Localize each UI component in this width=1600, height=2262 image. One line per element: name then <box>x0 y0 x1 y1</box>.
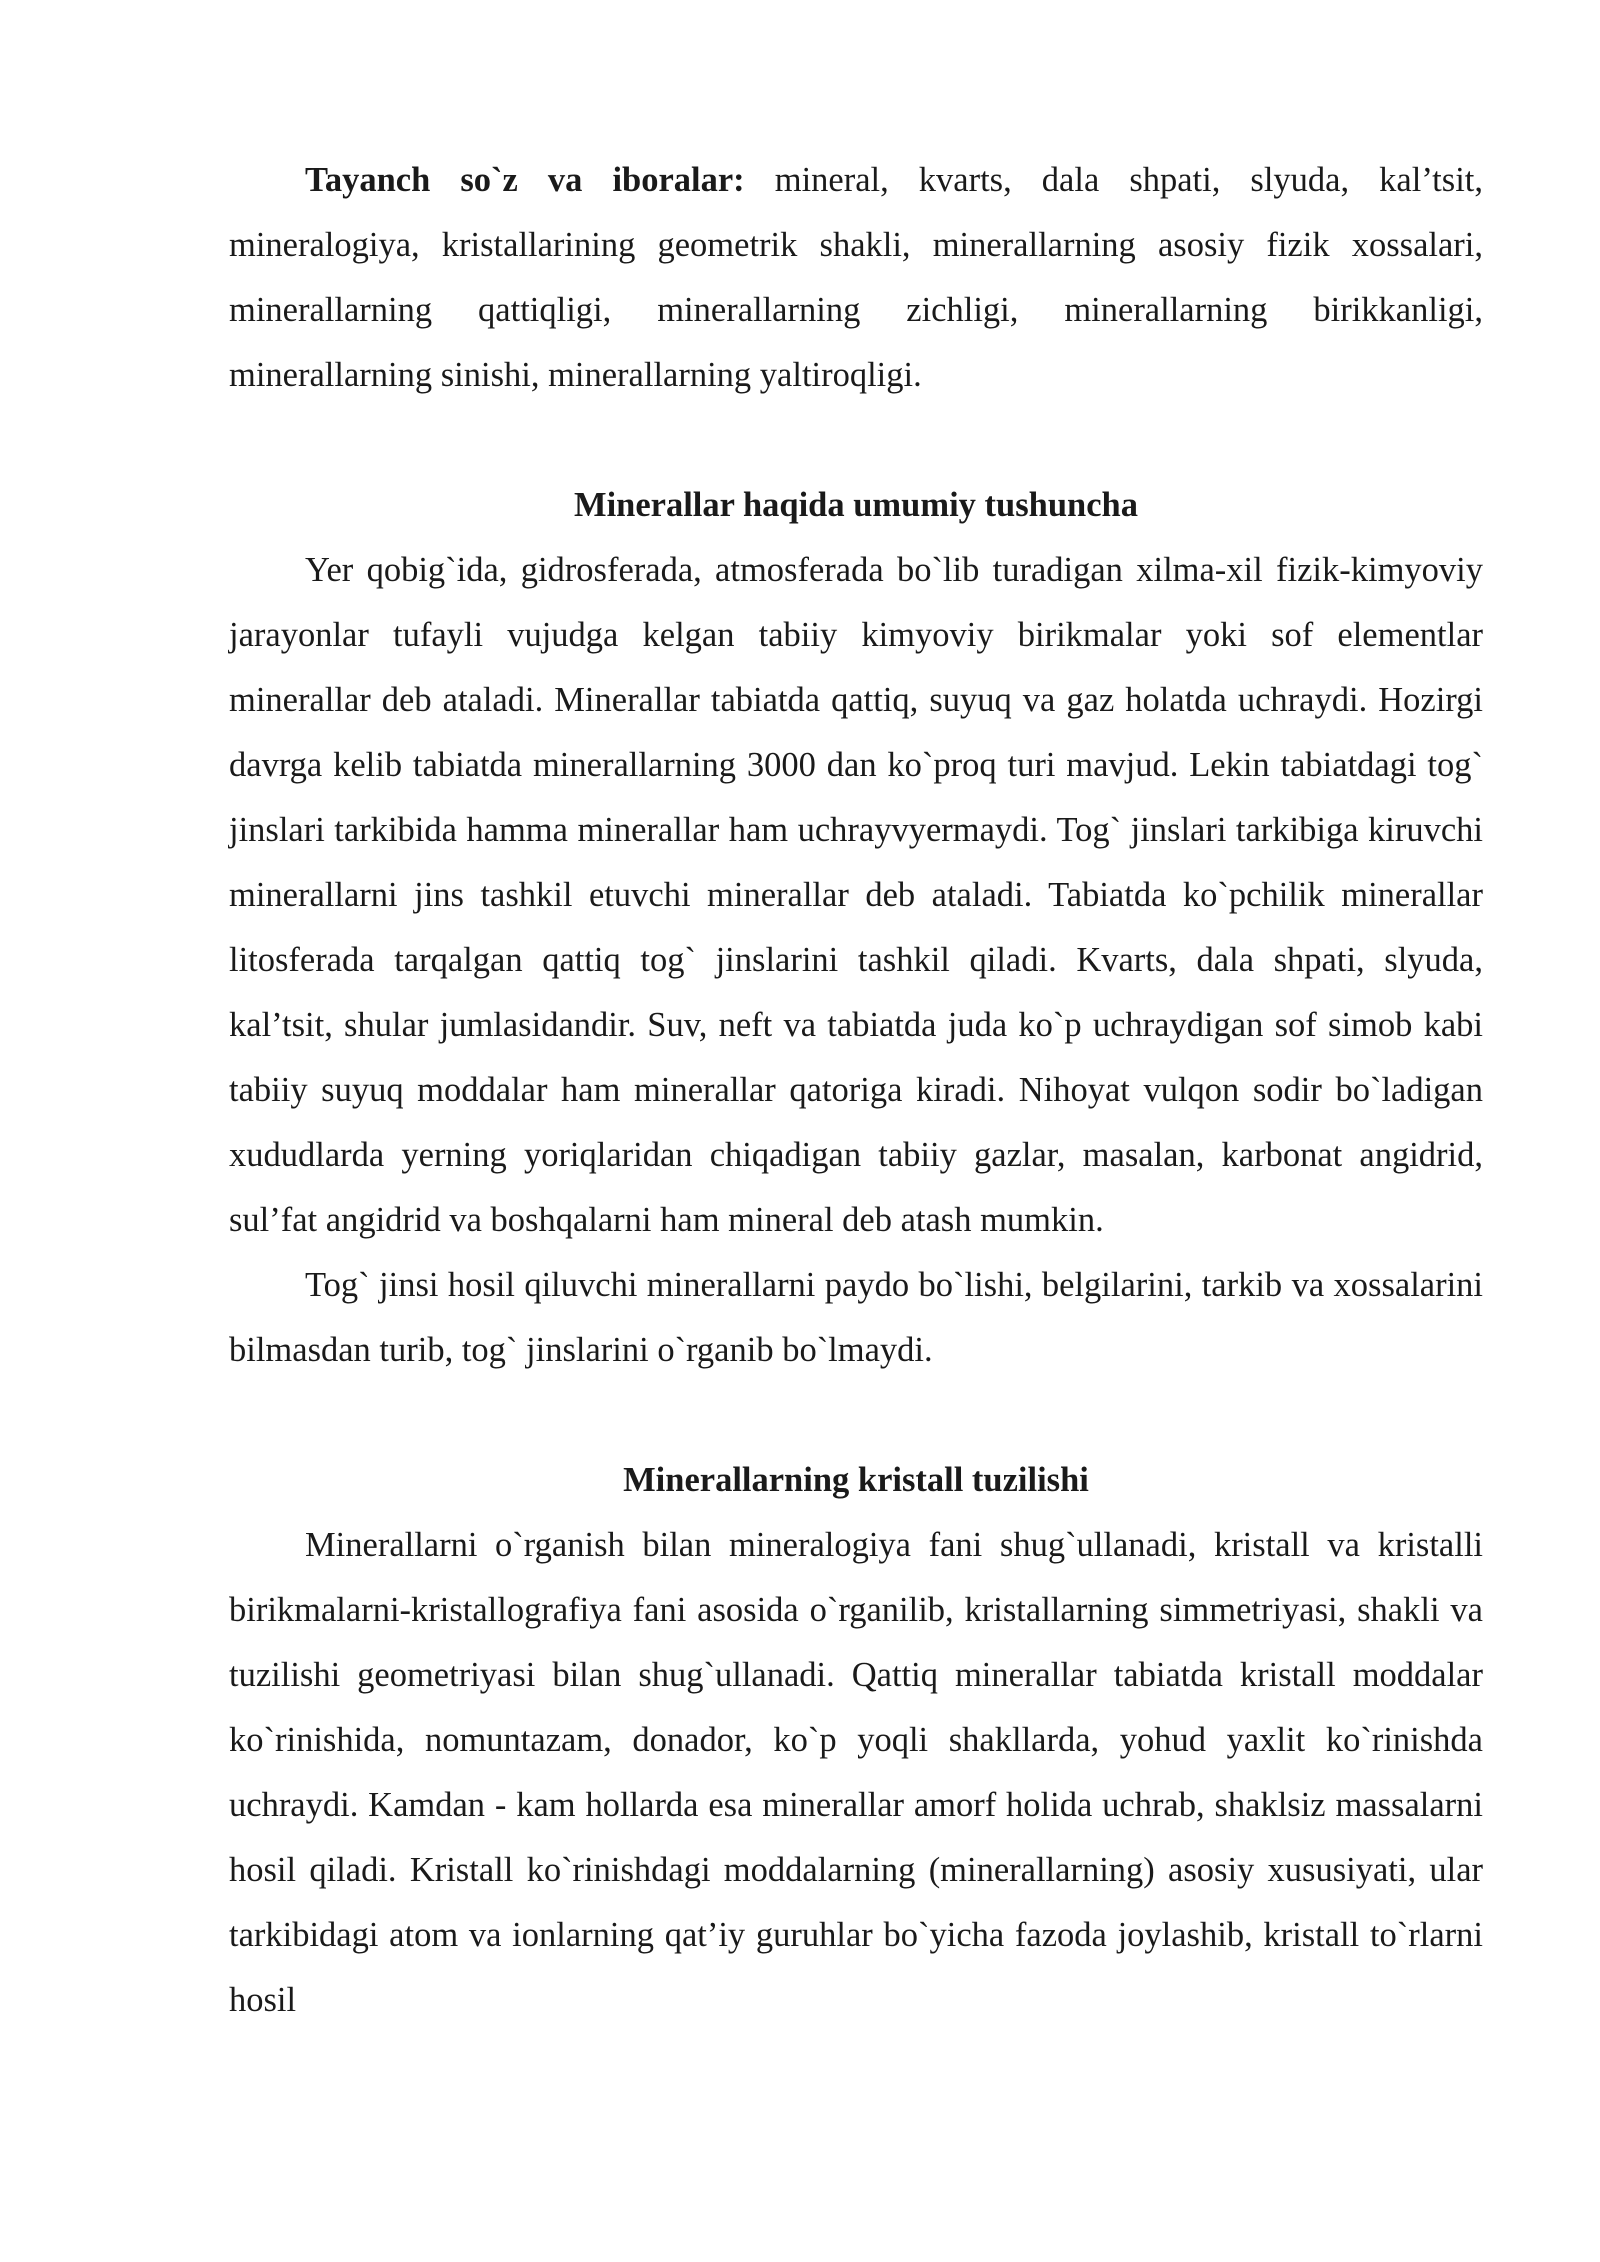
section-heading-general-concept: Minerallar haqida umumiy tushuncha <box>574 486 1138 524</box>
page-content <box>229 148 1483 2033</box>
keywords-paragraph <box>229 148 1483 408</box>
section-heading-crystal-structure: Minerallarning kristall tuzilishi <box>623 1461 1089 1499</box>
body-paragraph: Minerallarni o`rganish bilan mineralogiya fani shug`ullanadi, kristall va kristalli birikmalarni-kristallografiya fani asosida o`rganilib, kristallarning simmetriyasi, shakli va tuzilishi geometriyasi bilan shug`ullanadi. Qattiq minerallar tabiatda kristall moddalar ko`rinishida, nomuntazam, donador, ko`p yoqli shakllarda, yohud yaxlit ko`rinishda uchraydi. Kamdan - kam hollarda esa minerallar amorf holida uchrab, shaklsiz massalarni hosil qiladi. Kristall ko`rinishdagi moddalarning (minerallarning) asosiy xususiyati, ular tarkibidagi atom va ionlarning qat’iy guruhlar bo`yicha fazoda joylashib, kristall to`rlarni hosil <box>229 1526 1483 2019</box>
body-paragraph: Yer qobig`ida, gidrosferada, atmosferada bo`lib turadigan xilma-xil fizik-kimyoviy jarayonlar tufayli vujudga kelgan tabiiy kimyoviy birikmalar yoki sof elementlar minerallar deb ataladi. Minerallar tabiatda qattiq, suyuq va gaz holatda uchraydi. Hozirgi davrga kelib tabiatda minerallarning 3000 dan ko`proq turi mavjud. Lekin tabiatdagi tog` jinslari tarkibida hamma minerallar ham uchrayvyermaydi. Tog` jinslari tarkibiga kiruvchi minerallarni jins tashkil etuvchi minerallar deb ataladi. Tabiatda ko`pchilik minerallar litosferada tarqalgan qattiq tog` jinslarini tashkil qiladi. Kvarts, dala shpati, slyuda, kal’tsit, shular jumlasidandir. Suv, neft va tabiatda juda ko`p uchraydigan sof simob kabi tabiiy suyuq moddalar ham minerallar qatoriga kiradi. Nihoyat vulqon sodir bo`ladigan xududlarda yerning yoriqlaridan chiqadigan tabiiy gazlar, masalan, karbonat angidrid, sul’fat angidrid va boshqalarni ham mineral deb atash mumkin. <box>229 551 1483 1239</box>
body-paragraph: Tog` jinsi hosil qiluvchi minerallarni paydo bo`lishi, belgilarini, tarkib va xossalarini bilmasdan turib, tog` jinslarini o`rganib bo`lmaydi. <box>229 1266 1483 1369</box>
keywords-text: mineral, kvarts, dala shpati, slyuda, kal’tsit, mineralogiya, kristallarining geometrik shakli, minerallarning asosiy fizik xossalari, minerallarning qattiqligi, minerallarning zichligi, minerallarning birikkanligi, minerallarning sinishi, minerallarning yaltiroqligi. <box>229 161 1483 394</box>
keywords-label: Tayanch so`z va iboralar: <box>305 161 745 199</box>
